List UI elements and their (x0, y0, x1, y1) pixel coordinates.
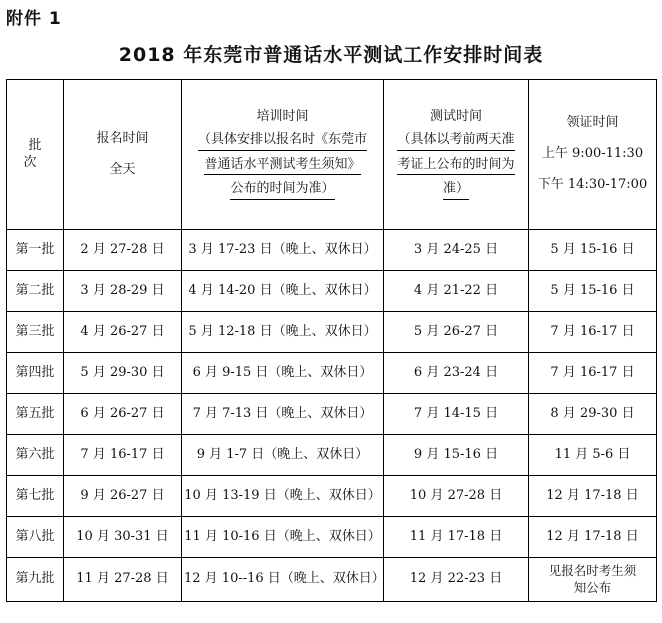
document-title: 2018 年东莞市普通话水平测试工作安排时间表 (118, 44, 544, 66)
cell-testing: 5 月 26-27 日 (384, 312, 529, 353)
cell-training: 7 月 7-13 日（晚上、双休日） (182, 394, 384, 435)
schedule-table (6, 79, 657, 602)
cell-certificate: 12 月 17-18 日 (529, 517, 657, 558)
table-row (7, 312, 657, 353)
cell-registration: 2 月 27-28 日 (64, 230, 182, 271)
header-training (182, 80, 384, 230)
cell-training: 9 月 1-7 日（晚上、双休日） (182, 435, 384, 476)
cell-testing: 6 月 23-24 日 (384, 353, 529, 394)
cell-batch: 第四批 (7, 353, 64, 394)
cell-training: 3 月 17-23 日（晚上、双休日） (182, 230, 384, 271)
cell-batch: 第二批 (7, 271, 64, 312)
cell-registration: 6 月 26-27 日 (64, 394, 182, 435)
header-registration-label: 报名时间 (96, 130, 149, 146)
header-testing-note-3: 准） (443, 181, 469, 200)
header-certificate-afternoon: 下午 14:30-17:00 (537, 176, 648, 192)
cell-registration: 11 月 27-28 日 (64, 558, 182, 602)
header-training-note-3: 公布的时间为准） (230, 181, 334, 200)
cell-training: 11 月 10-16 日（晚上、双休日） (182, 517, 384, 558)
table-row (7, 353, 657, 394)
header-batch-label: 批 次 (23, 137, 52, 170)
cell-certificate-note-1: 见报名时考生须 (548, 563, 637, 579)
cell-testing: 7 月 14-15 日 (384, 394, 529, 435)
table-row (7, 435, 657, 476)
cell-batch: 第七批 (7, 476, 64, 517)
table-row (7, 230, 657, 271)
cell-certificate (529, 558, 657, 602)
cell-testing: 3 月 24-25 日 (384, 230, 529, 271)
header-training-label: 培训时间 (256, 108, 309, 124)
header-certificate (529, 80, 657, 230)
cell-testing: 4 月 21-22 日 (384, 271, 529, 312)
header-row (7, 80, 657, 230)
cell-certificate: 12 月 17-18 日 (529, 476, 657, 517)
cell-certificate: 8 月 29-30 日 (529, 394, 657, 435)
header-registration-sub: 全天 (109, 161, 136, 177)
cell-training: 10 月 13-19 日（晚上、双休日） (182, 476, 384, 517)
header-registration (64, 80, 182, 230)
cell-registration: 7 月 16-17 日 (64, 435, 182, 476)
table-row (7, 558, 657, 602)
cell-testing: 12 月 22-23 日 (384, 558, 529, 602)
header-testing (384, 80, 529, 230)
cell-training: 12 月 10--16 日（晚上、双休日） (182, 558, 384, 602)
cell-batch: 第一批 (7, 230, 64, 271)
cell-certificate: 11 月 5-6 日 (529, 435, 657, 476)
cell-certificate: 5 月 15-16 日 (529, 230, 657, 271)
cell-registration: 4 月 26-27 日 (64, 312, 182, 353)
cell-registration: 3 月 28-29 日 (64, 271, 182, 312)
cell-training: 4 月 14-20 日（晚上、双休日） (182, 271, 384, 312)
cell-certificate: 7 月 16-17 日 (529, 353, 657, 394)
header-testing-label: 测试时间 (429, 108, 482, 124)
header-certificate-morning: 上午 9:00-11:30 (541, 146, 644, 162)
table-row (7, 476, 657, 517)
cell-certificate: 5 月 15-16 日 (529, 271, 657, 312)
cell-testing: 11 月 17-18 日 (384, 517, 529, 558)
cell-certificate: 7 月 16-17 日 (529, 312, 657, 353)
cell-testing: 10 月 27-28 日 (384, 476, 529, 517)
table-row (7, 517, 657, 558)
cell-batch: 第三批 (7, 312, 64, 353)
cell-batch: 第九批 (7, 558, 64, 602)
cell-registration: 9 月 26-27 日 (64, 476, 182, 517)
cell-registration: 5 月 29-30 日 (64, 353, 182, 394)
cell-certificate-note-2: 知公布 (573, 579, 612, 595)
header-testing-note-2: 考证上公布的时间为 (397, 157, 514, 176)
attachment-label: 附件 1 (6, 9, 62, 29)
cell-training: 6 月 9-15 日（晚上、双休日） (182, 353, 384, 394)
cell-batch: 第五批 (7, 394, 64, 435)
header-testing-note-1: （具体以考前两天准 (397, 132, 514, 151)
header-certificate-label: 领证时间 (566, 115, 619, 131)
cell-training: 5 月 12-18 日（晚上、双休日） (182, 312, 384, 353)
table-row (7, 271, 657, 312)
header-training-note-2: 普通话水平测试考生须知》 (204, 157, 360, 176)
cell-registration: 10 月 30-31 日 (64, 517, 182, 558)
header-training-note-1: （具体安排以报名时《东莞市 (198, 132, 367, 151)
table-row (7, 394, 657, 435)
cell-testing: 9 月 15-16 日 (384, 435, 529, 476)
cell-batch: 第六批 (7, 435, 64, 476)
cell-batch: 第八批 (7, 517, 64, 558)
header-batch (7, 80, 64, 230)
